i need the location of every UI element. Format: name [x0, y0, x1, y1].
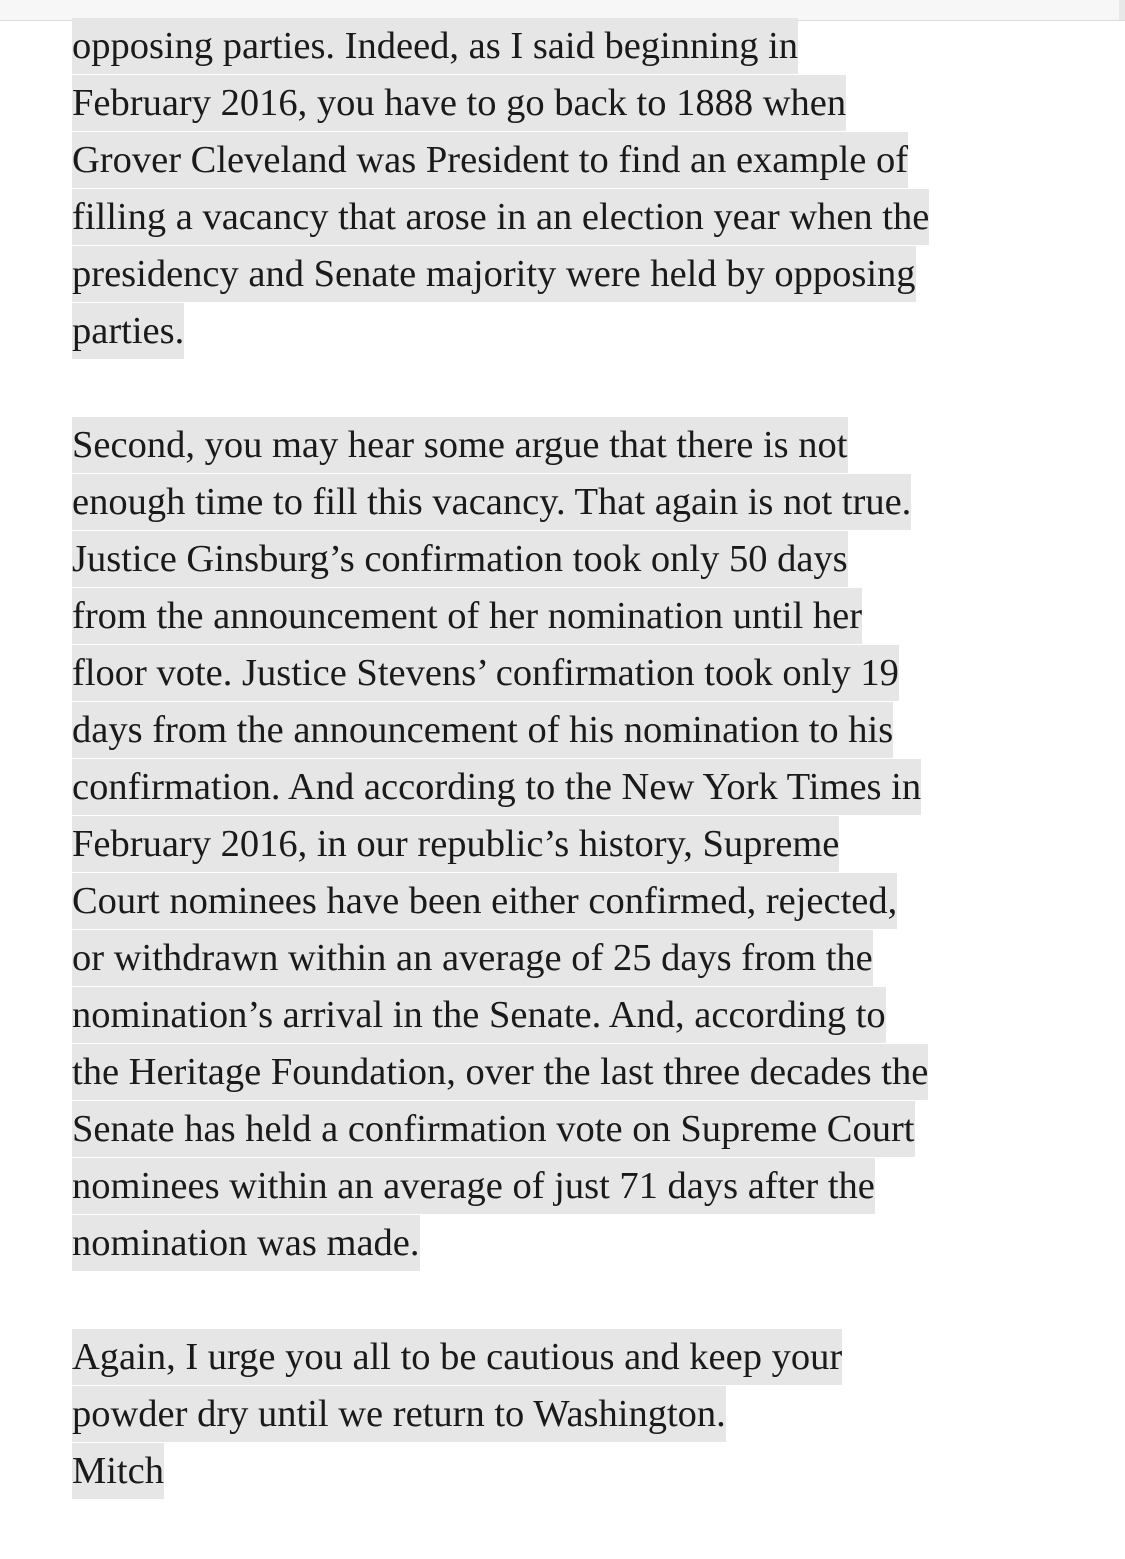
text-line: parties.	[72, 303, 1072, 360]
text-line: Again, I urge you all to be cautious and keep your	[72, 1329, 1072, 1386]
text-line: Grover Cleveland was President to find an example of	[72, 132, 1072, 189]
document-body	[72, 18, 1072, 1500]
paragraph-gap	[72, 1272, 1072, 1329]
window-top-edge	[1119, 0, 1125, 20]
text-line: the Heritage Foundation, over the last three decades the	[72, 1044, 1072, 1101]
text-line: powder dry until we return to Washington.	[72, 1386, 1072, 1443]
text-line: nomination was made.	[72, 1215, 1072, 1272]
text-line: February 2016, you have to go back to 1888 when	[72, 75, 1072, 132]
signature-line: Mitch	[72, 1443, 1072, 1500]
paragraph-gap	[72, 360, 1072, 417]
text-line: opposing parties. Indeed, as I said beginning in	[72, 18, 1072, 75]
text-line: Senate has held a confirmation vote on Supreme Court	[72, 1101, 1072, 1158]
text-line: from the announcement of her nomination until her	[72, 588, 1072, 645]
text-line: enough time to fill this vacancy. That again is not true.	[72, 474, 1072, 531]
paragraph-2	[72, 417, 1072, 1272]
text-line: floor vote. Justice Stevens’ confirmation took only 19	[72, 645, 1072, 702]
text-line: nominees within an average of just 71 days after the	[72, 1158, 1072, 1215]
text-line: Second, you may hear some argue that there is not	[72, 417, 1072, 474]
text-line: filling a vacancy that arose in an election year when the	[72, 189, 1072, 246]
text-line: nomination’s arrival in the Senate. And, according to	[72, 987, 1072, 1044]
text-line: days from the announcement of his nomination to his	[72, 702, 1072, 759]
paragraph-3	[72, 1329, 1072, 1500]
paragraph-1	[72, 18, 1072, 360]
text-line: Justice Ginsburg’s confirmation took only 50 days	[72, 531, 1072, 588]
text-line: Court nominees have been either confirmed, rejected,	[72, 873, 1072, 930]
text-line: presidency and Senate majority were held by opposing	[72, 246, 1072, 303]
text-line: or withdrawn within an average of 25 days from the	[72, 930, 1072, 987]
text-line: confirmation. And according to the New York Times in	[72, 759, 1072, 816]
text-line: February 2016, in our republic’s history, Supreme	[72, 816, 1072, 873]
